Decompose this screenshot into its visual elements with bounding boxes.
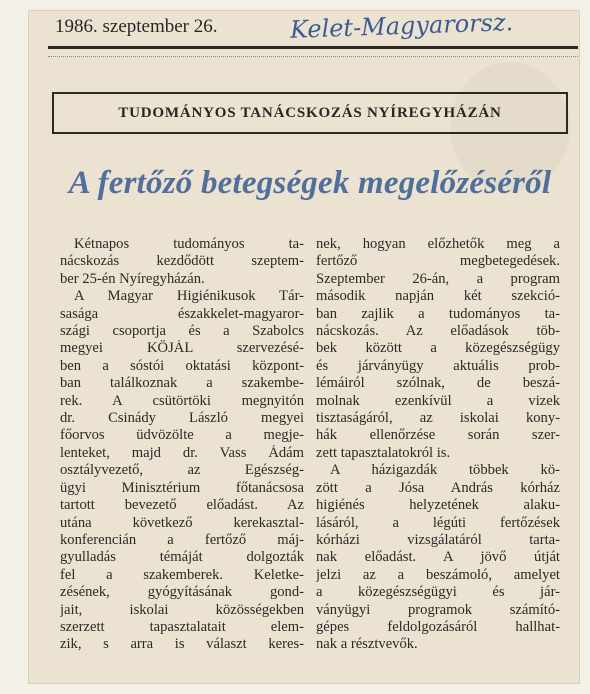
article-column-left bbox=[60, 236, 304, 654]
article-line: gyulladás témáját dolgozták bbox=[60, 549, 304, 566]
article-line: szági csoportja és a Szabolcs bbox=[60, 323, 304, 340]
article-line: zett tapasztalatokról is. bbox=[316, 444, 451, 461]
article-line: főorvos üdvözölte a megje- bbox=[60, 427, 304, 444]
kicker-box bbox=[52, 92, 568, 134]
article-line: ban találkoznak a szakembe- bbox=[60, 375, 304, 392]
article-line: A házigazdák többek kö- bbox=[330, 462, 560, 479]
article-line: ban zajlik a tudományos ta- bbox=[316, 305, 560, 322]
article-line: kórházi vizsgálatáról tarta- bbox=[316, 531, 560, 548]
article-line: nek, hogyan előzhetők meg a bbox=[316, 236, 560, 252]
article-line: lásáról, a légúti fertőzések bbox=[316, 514, 560, 531]
article-line: dr. Csinády László megyei bbox=[60, 410, 304, 427]
article-line: utána következő kerekasztal- bbox=[60, 514, 304, 531]
article-line: megyei KÖJÁL szervezésé- bbox=[60, 340, 304, 357]
article-line: A Magyar Higiénikusok Tár- bbox=[74, 288, 304, 305]
article-line: Kétnapos tudományos ta- bbox=[74, 236, 304, 252]
article-line: tisztaságáról, az iskolai kony- bbox=[316, 410, 560, 427]
publication-date: 1986. szeptember 26. bbox=[55, 16, 218, 37]
article-line: második napján két szekció- bbox=[316, 288, 560, 305]
article-line: rek. A csütörtöki megnyitón bbox=[60, 392, 304, 409]
article-line: nácskozás. Az előadások töb- bbox=[316, 323, 560, 340]
article-line: lenteket, majd dr. Vass Ádám bbox=[60, 444, 304, 461]
article-column-right bbox=[316, 236, 560, 654]
article-line: zésének, gyógyításának gond- bbox=[60, 584, 304, 601]
article-line: hák ellenőrzése során szer- bbox=[316, 427, 560, 444]
kicker-text: TUDOMÁNYOS TANÁCSKOZÁS NYÍREGYHÁZÁN bbox=[118, 104, 502, 121]
article-line: nak a résztvevők. bbox=[316, 636, 418, 653]
article-line: szerzett tapasztalatait elem- bbox=[60, 618, 304, 635]
article-line: ványügyi programok számító- bbox=[316, 601, 560, 618]
article-line: nak előadást. A jövő útját bbox=[316, 549, 560, 566]
article-line: sasága északkelet-magyaror- bbox=[60, 305, 304, 322]
article-line: jait, iskolai közösségekben bbox=[60, 601, 304, 618]
article-line: bek között a közegészségügy bbox=[316, 340, 560, 357]
article-line: ber 25-én Nyíregyházán. bbox=[60, 270, 205, 287]
article-line: ben a sóstói oktatási központ- bbox=[60, 357, 304, 374]
article-line: zik, s arra is választ keres- bbox=[60, 636, 304, 653]
article-line: gépes feldolgozásáról hallhat- bbox=[316, 618, 560, 635]
article-line: Szeptember 26-án, a program bbox=[316, 270, 560, 287]
article-line: osztályvezető, az Egészség- bbox=[60, 462, 304, 479]
article-line: tartott bevezető előadást. Az bbox=[60, 497, 304, 514]
article-line: jelzi az a beszámoló, amelyet bbox=[316, 566, 560, 583]
header-dotted-rule bbox=[48, 56, 578, 57]
article-line: fel a szakemberek. Keletke- bbox=[60, 566, 304, 583]
article-line: higiénés helyzetének alaku- bbox=[316, 497, 560, 514]
article-line: fertőző megbetegedések. bbox=[316, 253, 560, 270]
article-line: konferencián a fertőző máj- bbox=[60, 531, 304, 548]
article-line: lémáiról szólnak, de beszá- bbox=[316, 375, 560, 392]
article-line: ügyi Minisztérium főtanácsosa bbox=[60, 479, 304, 496]
article-line: és járványügy aktuális prob- bbox=[316, 357, 560, 374]
article-headline: A fertőző betegségek megelőzéséről bbox=[68, 165, 552, 201]
header-rule bbox=[48, 46, 578, 49]
article-line: a közegészségügyi és jár- bbox=[316, 584, 560, 601]
article-line: nácskozás kezdődött szeptem- bbox=[60, 253, 304, 270]
article-line: molnak ezenkívül a vizek bbox=[316, 392, 560, 409]
article-line: zött a Jósa András kórház bbox=[316, 479, 560, 496]
handwritten-source-note: Kelet-Magyarorsz. bbox=[289, 8, 514, 44]
